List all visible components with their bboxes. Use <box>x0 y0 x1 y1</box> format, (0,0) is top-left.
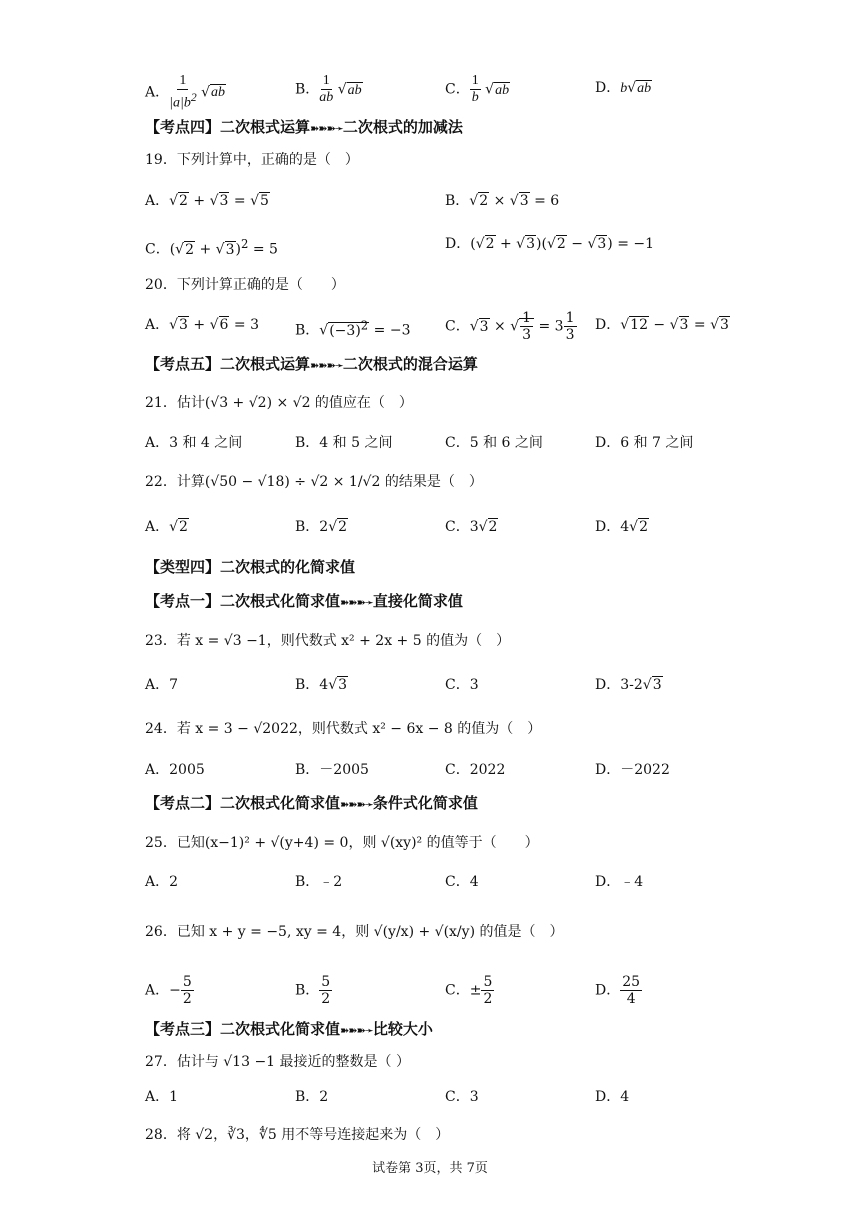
q18-options <box>0 73 860 111</box>
option-d: D．4 <box>595 1089 630 1105</box>
question-stem: 21．估计(√3 + √2) × √2 的值应在（ ） <box>145 395 413 411</box>
option-a: A．√2 <box>145 519 188 535</box>
arrow-icon: ➽➽➽➛ <box>310 122 343 135</box>
section-heading: 【考点四】二次根式运算➽➽➽➛二次根式的加减法 <box>145 118 463 136</box>
question-stem: 28．将 √2，∛3，∜5 用不等号连接起来为（ ） <box>145 1127 450 1143</box>
question-stem: 20．下列计算正确的是（ ） <box>145 277 345 293</box>
option-d: D．b√ab <box>595 80 652 96</box>
option-a: A．2005 <box>145 762 205 778</box>
option-b: B．√2 × √3 = 6 <box>445 193 560 209</box>
option-b: B．2√2 <box>295 519 348 535</box>
option-b: B．﹣2 <box>295 874 343 890</box>
option-c: C．4 <box>445 874 479 890</box>
question-stem: 25．已知(x−1)² + √(y+4) = 0，则 √(xy)² 的值等于（ ） <box>145 835 539 851</box>
option-c: C．2022 <box>445 762 506 778</box>
option-a: A．− $\frac{5}{2}$ <box>145 974 192 1007</box>
option-a: A．√3 + √6 = 3 <box>145 317 259 333</box>
q27-options <box>0 1082 860 1112</box>
arrow-icon: ➽➽➽➛ <box>340 1024 373 1037</box>
option-a: A．1 <box>145 1089 179 1105</box>
page-footer: 试卷第 3页，共 7页 <box>372 1161 488 1176</box>
q25-options <box>0 867 860 897</box>
q19-options-row2 <box>0 229 860 259</box>
arrow-icon: ➽➽➽➛ <box>310 359 343 372</box>
option-c: C．√3 × √ $\frac{1}{3}$ = 3 $\frac{1}{3}$ <box>445 310 575 343</box>
q26-options <box>0 974 860 1007</box>
section-heading: 【考点一】二次根式化简求值➽➽➽➛直接化简求值 <box>145 592 463 610</box>
section-heading: 【考点二】二次根式化简求值➽➽➽➛条件式化简求值 <box>145 794 478 812</box>
option-a: A．2 <box>145 874 179 890</box>
question-stem: 19．下列计算中，正确的是（ ） <box>145 152 359 168</box>
option-d: D．√12 − √3 = √3 <box>595 317 729 333</box>
type-heading: 【类型四】二次根式的化简求值 <box>145 558 356 576</box>
option-d: D． $\frac{25}{4}$ <box>595 974 641 1007</box>
q19-options-row1 <box>0 186 860 216</box>
option-c: C．$(√2 + √3)^2 = 5$ <box>145 237 278 258</box>
option-b: B．$√(-3)^2 = -3$ <box>295 318 411 339</box>
option-b: B． $\frac{1}{ab}$ √ab <box>295 73 362 105</box>
option-b: B．2 <box>295 1089 329 1105</box>
option-d: D．6 和 7 之间 <box>595 435 694 451</box>
option-d: D．4√2 <box>595 519 648 535</box>
q24-options <box>0 755 860 785</box>
option-a: A． $\frac{1}{|a|b^2}$ √ab <box>145 73 226 111</box>
question-stem: 27．估计与 √13 −1 最接近的整数是（ ） <box>145 1054 410 1070</box>
q20-options <box>0 310 860 343</box>
option-c: C．3 <box>445 677 479 693</box>
option-d: D．(√2 + √3)(√2 − √3) = −1 <box>445 236 655 252</box>
option-b: B．4 和 5 之间 <box>295 435 393 451</box>
option-c: C．5 和 6 之间 <box>445 435 543 451</box>
option-a: A．7 <box>145 677 179 693</box>
option-c: C．3√2 <box>445 519 498 535</box>
question-stem: 24．若 x = 3 − √2022，则代数式 x² − 6x − 8 的值为（ ） <box>145 721 542 737</box>
arrow-icon: ➽➽➽➛ <box>340 798 373 811</box>
question-stem: 26．已知 x + y = −5, xy = 4，则 √(y/x) + √(x/y) 的值是（ ） <box>145 924 564 940</box>
option-c: C．± $\frac{5}{2}$ <box>445 974 493 1007</box>
q23-options <box>0 670 860 700</box>
option-a: A．√2 + √3 = √5 <box>145 193 269 209</box>
option-d: D．3-2√3 <box>595 677 662 693</box>
option-d: D．﹣4 <box>595 874 644 890</box>
q21-options <box>0 428 860 458</box>
option-d: D．－2022 <box>595 762 670 778</box>
arrow-icon: ➽➽➽➛ <box>340 596 373 609</box>
option-b: B．－2005 <box>295 762 369 778</box>
option-b: B．4√3 <box>295 677 348 693</box>
section-heading: 【考点三】二次根式化简求值➽➽➽➛比较大小 <box>145 1020 433 1038</box>
question-stem: 22．计算(√50 − √18) ÷ √2 × 1/√2 的结果是（ ） <box>145 474 483 490</box>
question-stem: 23．若 x = √3 −1，则代数式 x² + 2x + 5 的值为（ ） <box>145 633 511 649</box>
q22-options <box>0 512 860 542</box>
option-a: A．3 和 4 之间 <box>145 435 243 451</box>
option-c: C．3 <box>445 1089 479 1105</box>
section-heading: 【考点五】二次根式运算➽➽➽➛二次根式的混合运算 <box>145 355 478 373</box>
option-c: C． $\frac{1}{b}$ √ab <box>445 73 510 105</box>
option-b: B． $\frac{5}{2}$ <box>295 974 331 1007</box>
